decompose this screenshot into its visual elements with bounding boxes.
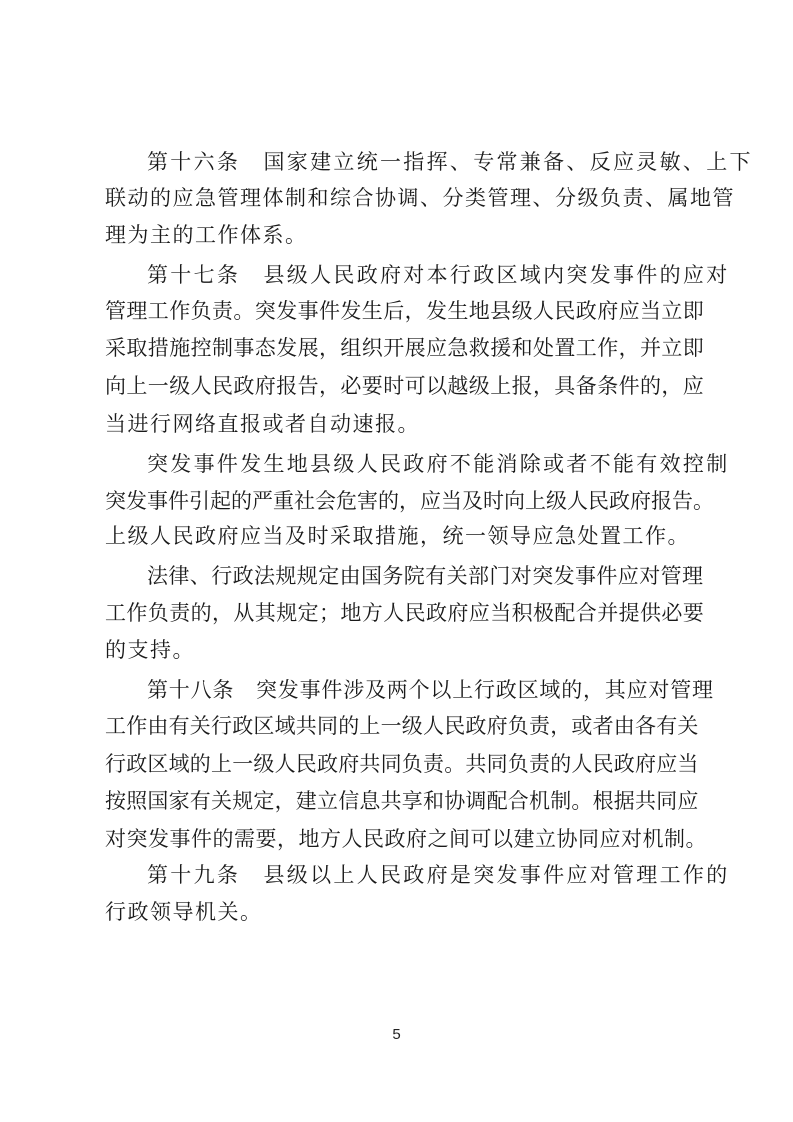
- text-line: 工作负责的，从其规定；地方人民政府应当积极配合并提供必要: [105, 601, 705, 625]
- text-line: 第十七条 县级人民政府对本行政区域内突发事件的应对: [147, 263, 730, 287]
- text-line: 第十六条 国家建立统一指挥、专常兼备、反应灵敏、上下: [147, 150, 753, 174]
- text-line: 第十九条 县级以上人民政府是突发事件应对管理工作的: [147, 863, 730, 887]
- text-line: 当进行网络直报或者自动速报。: [105, 412, 420, 436]
- text-line: 对突发事件的需要，地方人民政府之间可以建立协同应对机制。: [105, 827, 707, 851]
- text-line: 按照国家有关规定，建立信息共享和协调配合机制。根据共同应: [105, 789, 699, 813]
- text-line: 行政区域的上一级人民政府共同负责。共同负责的人民政府应当: [105, 752, 699, 776]
- text-line: 管理工作负责。突发事件发生后，发生地县级人民政府应当立即: [105, 299, 705, 323]
- text-line: 工作由有关行政区域共同的上一级人民政府负责，或者由各有关: [105, 714, 699, 738]
- text-line: 联动的应急管理体制和综合协调、分类管理、分级负责、属地管: [105, 186, 735, 210]
- text-line: 第十八条 突发事件涉及两个以上行政区域的，其应对管理: [147, 678, 714, 702]
- text-line: 法律、行政法规规定由国务院有关部门对突发事件应对管理: [147, 564, 704, 588]
- text-line: 上级人民政府应当及时采取措施，统一领导应急处置工作。: [105, 524, 690, 548]
- text-line: 理为主的工作体系。: [105, 223, 308, 247]
- page-number: 5: [392, 1026, 401, 1043]
- text-line: 突发事件引起的严重社会危害的，应当及时向上级人民政府报告。: [105, 489, 714, 513]
- text-line: 向上一级人民政府报告，必要时可以越级上报，具备条件的，应: [105, 374, 705, 398]
- text-line: 采取措施控制事态发展，组织开展应急救援和处置工作，并立即: [105, 336, 705, 360]
- text-line: 行政领导机关。: [105, 900, 263, 924]
- text-line: 突发事件发生地县级人民政府不能消除或者不能有效控制: [147, 452, 730, 476]
- text-line: 的支持。: [105, 638, 195, 662]
